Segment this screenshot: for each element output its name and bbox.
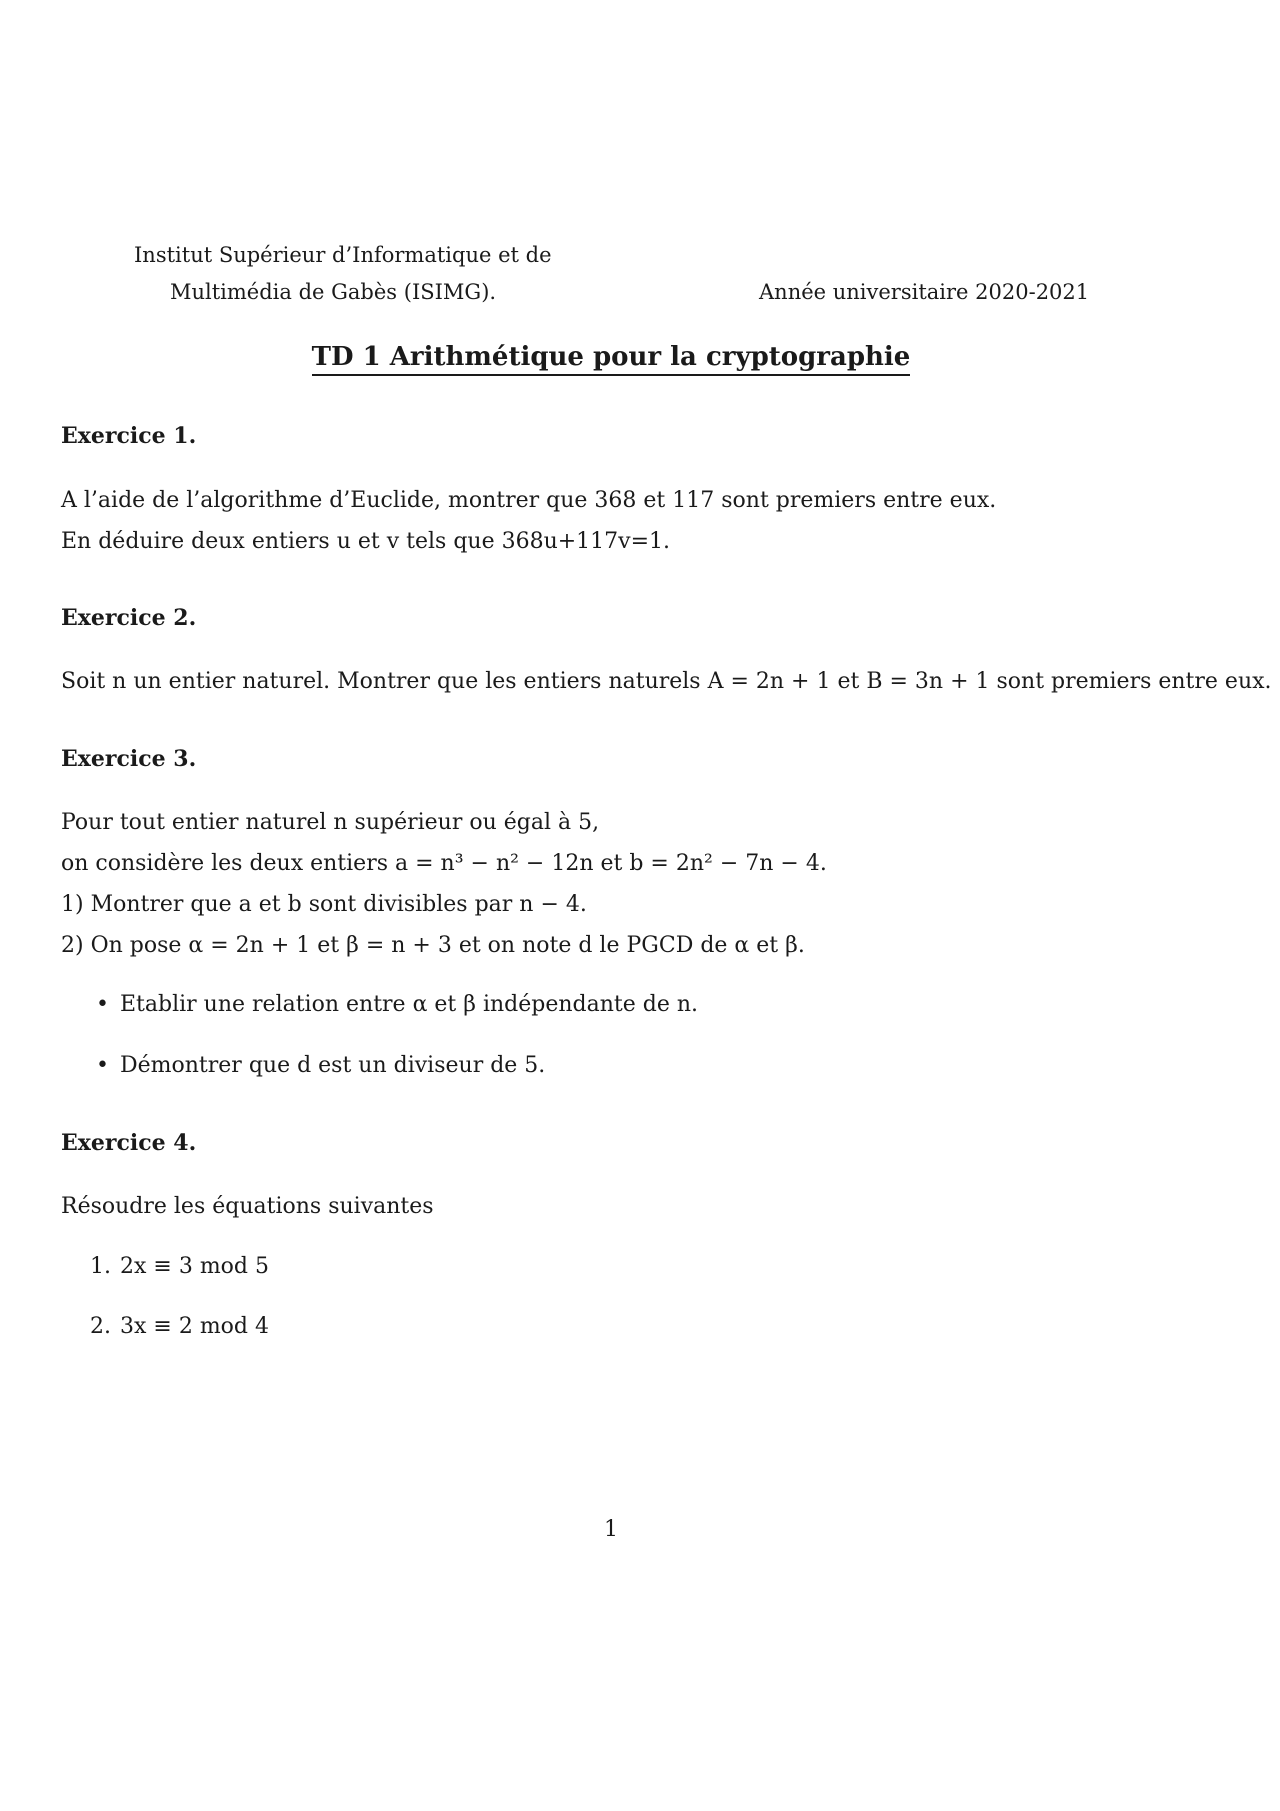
document-title: TD 1 Arithmétique pour la cryptographie bbox=[0, 342, 1222, 372]
bullet-dot: • bbox=[96, 1053, 109, 1078]
exercise-3-line-2: on considère les deux entiers a = n³ − n² − 12n et b = 2n² − 7n − 4. bbox=[61, 851, 827, 876]
exercise-3-heading: Exercice 3. bbox=[61, 746, 197, 772]
exercise-1-line-1: A l’aide de l’algorithme d’Euclide, montrer que 368 et 117 sont premiers entre eux. bbox=[61, 488, 997, 513]
page-number: 1 bbox=[604, 1517, 618, 1542]
exercise-3-bullet-2: • Démontrer que d est un diviseur de 5. bbox=[96, 1053, 546, 1078]
exercise-4-line-1: Résoudre les équations suivantes bbox=[61, 1194, 434, 1219]
exercise-2-heading: Exercice 2. bbox=[61, 605, 197, 631]
exercise-2-line-1: Soit n un entier naturel. Montrer que les entiers naturels A = 2n + 1 et B = 3n + 1 sont premiers entre eux. bbox=[61, 669, 1272, 694]
institute-line-1: Institut Supérieur d’Informatique et de bbox=[134, 243, 552, 267]
exercise-4-item-2: 2. 3x ≡ 2 mod 4 bbox=[90, 1314, 269, 1339]
bullet-dot: • bbox=[96, 992, 109, 1017]
institute-line-2: Multimédia de Gabès (ISIMG). bbox=[170, 280, 497, 304]
exercise-4-heading: Exercice 4. bbox=[61, 1130, 197, 1156]
exercise-3-line-3: 1) Montrer que a et b sont divisibles par n − 4. bbox=[61, 892, 587, 917]
exercise-1-heading: Exercice 1. bbox=[61, 423, 197, 449]
exercise-3-line-1: Pour tout entier naturel n supérieur ou égal à 5, bbox=[61, 810, 600, 835]
exercise-1-line-2: En déduire deux entiers u et v tels que 368u+117v=1. bbox=[61, 529, 671, 554]
exercise-3-bullet-1: • Etablir une relation entre α et β indépendante de n. bbox=[96, 992, 699, 1017]
academic-year: Année universitaire 2020-2021 bbox=[759, 280, 1090, 304]
exercise-4-item-1: 1. 2x ≡ 3 mod 5 bbox=[90, 1254, 269, 1279]
exercise-3-line-4: 2) On pose α = 2n + 1 et β = n + 3 et on note d le PGCD de α et β. bbox=[61, 933, 805, 958]
